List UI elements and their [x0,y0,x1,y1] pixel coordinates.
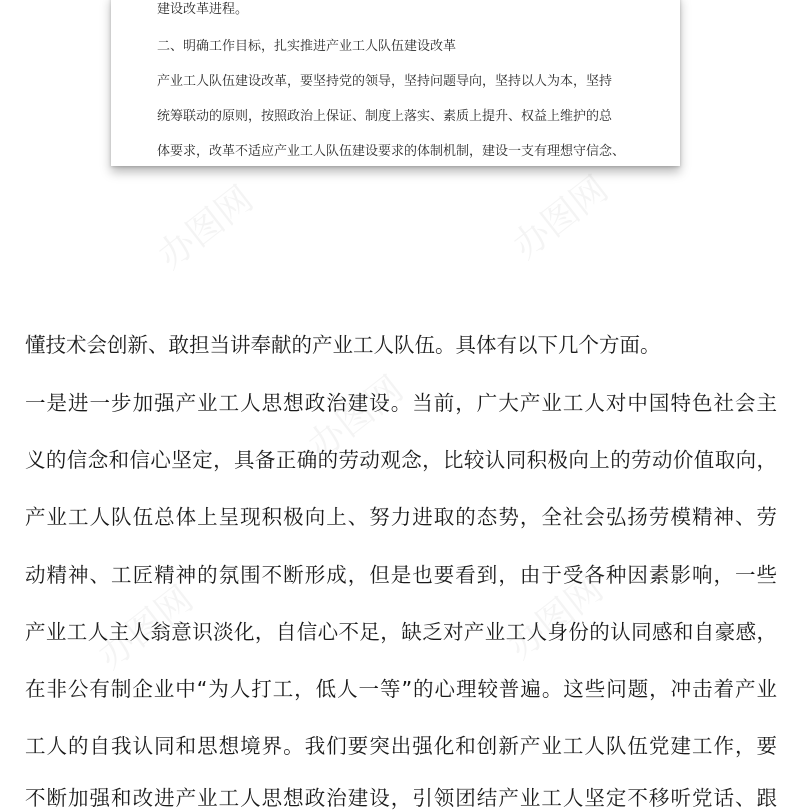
watermark: 办图网 [505,168,617,268]
body-text-line: 动精神、工匠精神的氛围不断形成，但是也要看到，由于受各种因素影响，一些 [25,563,777,587]
preview-text-line: 统筹联动的原则，按照政治上保证、制度上落实、素质上提升、权益上维护的总 [157,109,613,124]
watermark: 办图网 [150,178,262,278]
document-preview-card [111,0,680,166]
body-text-line: 一是进一步加强产业工人思想政治建设。当前，广大产业工人对中国特色社会主 [25,391,777,415]
watermark: 办图网 [300,368,412,468]
body-text-line: 不断加强和改进产业工人思想政治建设，引领团结产业工人坚定不移听党话、跟 [25,786,777,810]
body-text-line: 懂技术会创新、敢担当讲奉献的产业工人队伍。具体有以下几个方面。 [25,333,661,357]
body-text-line: 产业工人主人翁意识淡化，自信心不足，缺乏对产业工人身份的认同感和自豪感， [25,620,777,644]
preview-text-line: 产业工人队伍建设改革，要坚持党的领导，坚持问题导向，坚持以人为本，坚持 [157,74,613,89]
preview-text-line: 体要求，改革不适应产业工人队伍建设要求的体制机制，建设一支有理想守信念、 [157,144,626,159]
body-text-line: 工人的自我认同和思想境界。我们要突出强化和创新产业工人队伍党建工作，要 [25,734,777,758]
body-text-line: 在非公有制企业中“为人打工，低人一等”的心理较普遍。这些问题，冲击着产业 [25,677,777,701]
watermark: 办图网 [500,568,612,668]
preview-text-line: 建设改革进程。 [157,2,249,17]
watermark: 办图网 [90,578,202,678]
preview-section-heading: 二、明确工作目标，扎实推进产业工人队伍建设改革 [157,39,457,54]
body-text-line: 义的信念和信心坚定，具备正确的劳动观念，比较认同积极向上的劳动价值取向， [25,448,777,472]
body-text-line: 产业工人队伍总体上呈现积极向上、努力进取的态势，全社会弘扬劳模精神、劳 [25,505,777,529]
